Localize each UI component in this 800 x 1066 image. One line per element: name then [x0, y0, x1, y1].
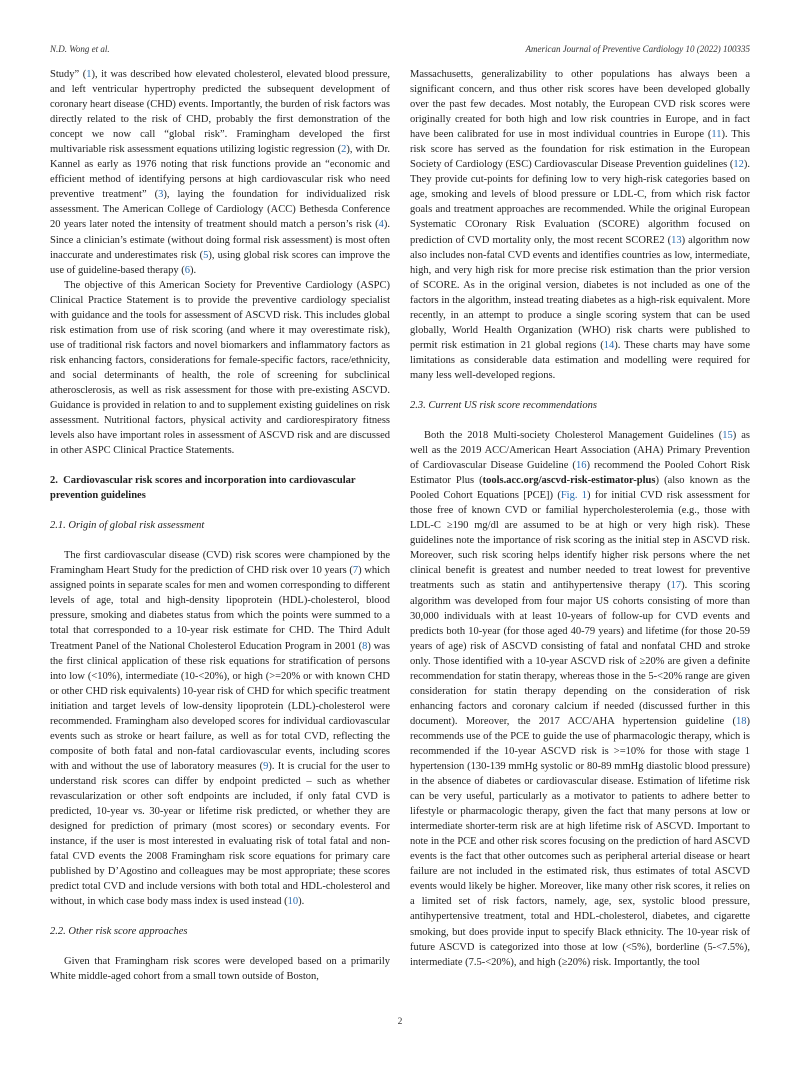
text-run: ) was the first clinical application of these risk equations for stratification of persons into low (<10%), intermediate (10-<20%), or high (>=20% or with known CHD or other CHD risk equivalents) 10-year risk of CHD for which specific treatment initiation and target levels of low-density lipoprotein (LDL)-cholesterol were recommended. Framingham also developed scores for individual cardiovascular events such as stroke or heart failure, as well as for total CVD, reflecting the composite of both fatal and non-fatal cardiovascular events, including scores with and without the use of laboratory measures (: [50, 640, 390, 772]
text-run: ) recommends use of the PCE to guide the use of pharmacologic therapy, which is recommended if the 10-year ASCVD risk is >=10% for those with stage 1 hypertension (130-139 mmHg systolic or 80-89 mmHg diastolic blood pressure) in the absence of diabetes or cardiovascular disease. Estimation of lifetime risk can be very useful, particularly as a motivator to patients to adhere better to lifestyle or pharmacologic therapy, given the fact that many persons at low or intermediate shorter-term risk are at high lifetime risk of ASCVD. Important to note in the PCE and other risk scores focusing on the prediction of hard ASCVD events is the fact that other outcomes such as peripheral arterial disease or heart failure are not included in the estimated risk, thus estimates of total ASCVD events would likely be higher. Moreover, like many other risk scores, it relies on a limited set of risk factors, namely, age, sex, systolic blood pressure, antihypertensive treatment, total and HDL-cholesterol, diabetes, and cigarette smoking, but does provide input to specify Black ethnicity. The 10-year risk of future ASCVD is categorized into those at low (<5%), borderline (5-<7.5%), intermediate (7.5-<20%), and high (≥20%) risk. Importantly, the tool: [410, 715, 750, 968]
citation-link[interactable]: 5: [203, 249, 209, 261]
text-run: ).: [298, 896, 305, 908]
right-column: [410, 67, 750, 970]
estimator-url-link[interactable]: tools.acc.org/ascvd-risk-estimator-plus: [482, 475, 656, 487]
paragraph-other-scores-continued: [410, 67, 750, 383]
text-run: ) recommend the Pooled Cohort Risk Estimator Plus (: [410, 460, 750, 487]
citation-link[interactable]: 7: [352, 565, 359, 577]
subsection-heading: 2.2. Other risk score approaches: [50, 926, 188, 938]
paragraph-objective: The objective of this American Society for Preventive Cardiology (ASPC) Clinical Practice Statement is to provide the preventive cardiology specialist with guidance and the tools for assessment of ASCVD risk. This includes global risk estimation from use of risk scoring (and where it may overestimate risk), use of traditional risk factors and novel biomarkers and inflammatory factors as risk enhancing factors, considerations for female-specific factors, race/ethnicity, and social determinants of health, the role of screening for subclinical atherosclerosis, as well as risk assessment for those with pre-existing ASCVD. Guidance is provided in relation to and to supplement existing guidelines on risk assessment. Nutritional factors, physical activity and cardiorespiratory fitness levels also have important roles in assessment of ASCVD risk and are discussed in other ASPC Clinical Practice Statements.: [50, 279, 390, 457]
text-run: Massachusetts, generalizability to other populations has always been a significant concern, and thus other risk scores have been developed globally over the past few decades. Most notably, the European CVD risk scores were originally created for both high and low risk countries in Europe, and in fact have been calibrated for use in most individual countries in Europe (: [410, 69, 750, 141]
text-run: ). Since a clinician’s estimate (without doing formal risk assessment) is most often inaccurate and underestimates risk (: [50, 219, 390, 261]
text-run: Both the 2018 Multi-society Cholesterol Management Guidelines (: [424, 429, 723, 441]
spacer: [410, 383, 750, 398]
section-heading: [50, 473, 390, 503]
citation-link[interactable]: 17: [670, 580, 682, 592]
text-run: ) (also known as the Pooled Cohort Equations [PCE]) (: [410, 475, 750, 502]
text-run: ), using global risk scores can improve the use of guideline-based therapy (: [50, 249, 390, 276]
section-title: Cardiovascular risk scores and incorporation into cardiovascular prevention guidelines: [50, 475, 356, 502]
citation-link[interactable]: 10: [287, 896, 299, 908]
citation-link[interactable]: 1: [86, 69, 92, 80]
running-header-authors: N.D. Wong et al.: [50, 44, 110, 54]
text-run: The first cardiovascular disease (CVD) risk scores were championed by the Framingham Heart Study for the prediction of CHD risk over 10 years (: [50, 550, 390, 577]
citation-link[interactable]: 13: [671, 234, 682, 246]
citation-link[interactable]: 16: [575, 460, 587, 472]
text-run: ) for initial CVD risk assessment for those free of known CVD or familial hypercholesterolemia (e.g., those with LDL-C ≥190 mg/dl are assumed to be at high or very high risk). These guidelines note the importance of risk scoring as the initial step in ASCVD risk. Moreover, such risk scoring helps identify higher risk persons where the net clinical benefit is greatest and number needed to treat lowest for preventive treatments such as statin and antihypertensive therapy (: [410, 490, 750, 592]
paragraph-other-scores: Given that Framingham risk scores were developed based on a primarily White middle-aged cohort from a small town outside of Boston,: [50, 956, 390, 983]
citation-link[interactable]: 4: [378, 219, 384, 231]
citation-link[interactable]: 14: [603, 339, 615, 351]
paragraph-intro-continued: [50, 67, 390, 278]
paragraph-origin: [50, 548, 390, 909]
subsection-heading: 2.3. Current US risk score recommendations: [410, 399, 597, 411]
text-run: ). It is crucial for the user to understand risk scores can differ by endpoint predicted – such as whether revascularization or other soft endpoints are included, if only fatal CVD is predicted, 10-year vs. 30-year or lifetime risk predicted, or whether they are designed for prediction of primary (most scores) or secondary events. For instance, if the user is most interested in evaluating risk of total fatal and non-fatal CVD events the 2008 Framingham risk score equations for primary care published by D’Agostino and colleagues may be most appropriate; these scores predict total CVD and include versions with both total and HDL-cholesterol and without, in which case body mass index is used instead (: [50, 760, 390, 908]
spacer: [50, 458, 390, 473]
citation-link[interactable]: 8: [362, 640, 368, 652]
spacer: [50, 909, 390, 924]
page-number: 2: [397, 1017, 403, 1027]
text-run: ). These charts may have some limitations as considerable data estimation and modelling were required for many less well-developed regions.: [410, 339, 750, 381]
citation-link[interactable]: 9: [263, 760, 269, 772]
running-header-journal: American Journal of Preventive Cardiology 10 (2022) 100335: [525, 44, 750, 54]
citation-link[interactable]: 3: [158, 189, 164, 201]
text-run: Study” (: [50, 69, 87, 80]
citation-link[interactable]: 2: [341, 144, 347, 156]
left-column: [50, 67, 390, 984]
text-run: ), it was described how elevated cholesterol, elevated blood pressure, and left ventricular hypertrophy predicted the subsequent development of coronary heart disease (CHD) events. Importantly, the burden of risk factors was directly related to the risk of CHD, probably the first demonstration of the concept we now call “global risk”. Framingham developed the first multivariable risk assessment equations utilizing logistic regression (: [50, 69, 390, 156]
spacer: [50, 939, 390, 954]
citation-link[interactable]: 12: [733, 159, 744, 171]
text-run: ) which assigned points in separate scales for men and women corresponding to different levels of age, total and high-density lipoprotein (HDL)-cholesterol, blood pressure, smoking and diabetes status from which the points were summed to a total that corresponded to a 10-year risk estimate for CHD. The Third Adult Treatment Panel of the National Cholesterol Education Program in 2001 (: [50, 565, 390, 652]
section-number: 2.: [50, 475, 58, 487]
text-run: ), laying the foundation for individualized risk assessment. The American College of Cardiology (ACC) Bethesda Conference 20 years later noted the intensity of treatment should match a person’s risk (: [50, 189, 390, 231]
citation-link[interactable]: 15: [722, 429, 733, 441]
citation-link[interactable]: 11: [711, 129, 722, 141]
spacer: [50, 533, 390, 548]
text-run: ). This risk score has served as the foundation for risk estimation in the European Society of Cardiology (ESC) Cardiovascular Disease Prevention guidelines (: [410, 129, 750, 171]
text-run: ) algorithm now also includes non-fatal CVD events and identifies countries as low, intermediate, high, and very high risk for more precise risk estimation than the prior version of SCORE. As in the original version, diabetes is not included as one of the factors in the algorithm, instead treating diabetes as a high-risk equivalent. More recently, in an attempt to produce a single scoring system that can be used globally, World Health Organization (WHO) risk charts were published to permit risk estimation in 21 global regions (: [410, 234, 751, 351]
text-run: ). This scoring algorithm was developed from four major US cohorts consisting of more than 30,000 individuals with at least 10-years of follow-up for CVD events and predicts both 10-year (for those aged 40-79 years) and lifetime (for those 20-59 years of age) risk of ASCVD consisting of fatal and nonfatal CHD and stroke only. Those identified with a 10-year ASCVD risk of ≥20% are given a definite recommendation for statin therapy, whereas those in the 5-<20% range are given consideration for statin therapy depending on the consideration of risk enhancing factors and coronary calcium if needed (discussed further in this document). Moreover, the 2017 ACC/AHA hypertension guideline (: [410, 580, 750, 727]
spacer: [50, 503, 390, 518]
figure-link[interactable]: Fig. 1: [560, 490, 588, 502]
text-run: ). They provide cut-points for defining low to very high-risk categories based on age, smoking and levels of blood pressure or LDL-C, from which risk factor goals and treatment approaches are recommended. While the original European Systematic COronary Risk Evaluation (SCORE) algorithm focused on prediction of CVD mortality only, the most recent SCORE2 (: [410, 159, 750, 246]
citation-link[interactable]: 18: [736, 715, 747, 727]
text-run: ) as well as the 2019 ACC/American Heart Association (AHA) Primary Prevention of Cardiovascular Disease Guideline (: [410, 429, 750, 472]
text-run: ).: [189, 264, 197, 276]
spacer: [410, 413, 750, 428]
paragraph-us-recommendations: [410, 428, 750, 970]
text-run: ), with Dr. Kannel as early as 1976 noting that risk functions provide an “economic and efficient method of identifying persons at high cardiovascular risk who need preventive treatment” (: [50, 144, 390, 201]
citation-link[interactable]: 6: [184, 264, 190, 276]
subsection-heading: 2.1. Origin of global risk assessment: [50, 520, 205, 532]
